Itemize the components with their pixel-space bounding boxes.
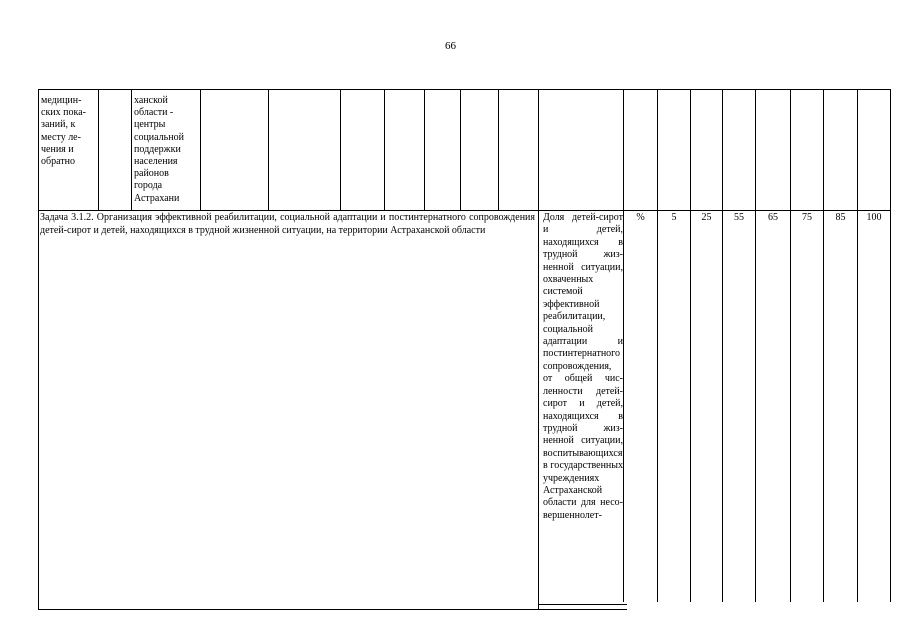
col-line — [498, 89, 499, 211]
table-top-border — [38, 89, 891, 90]
col-line — [340, 89, 341, 211]
col-line — [268, 89, 269, 211]
col-line — [98, 89, 99, 211]
value-cell: 55 — [734, 212, 744, 223]
col-line — [623, 89, 624, 602]
indicator-description: Доля детей-сирот и детей, находящихся в трудной жизненной ситуации, охваченных системой эффективной реабилитации, социальной адаптации и постинтернатного сопровождения, от общей численности детей-сирот и детей, находящихся в трудной жизненной ситуации, воспитывающихся в государственных учреждениях Астраханской области для несовершеннолет- — [543, 212, 623, 521]
col-line — [657, 89, 658, 602]
value-cell: 85 — [835, 212, 846, 223]
value-cell: 5 — [671, 212, 677, 223]
task-description: Задача 3.1.2. Организация эффективной реабилитации, социальной адаптации и постинтернатного сопровождения детей-сирот и детей, находящихся в трудной жизненной ситуации, на территории Астраханской области — [40, 212, 535, 236]
col-line — [200, 89, 201, 211]
col-line — [790, 89, 791, 602]
page-number: 66 — [445, 40, 456, 52]
col-line — [384, 89, 385, 211]
col-line — [722, 89, 723, 602]
continuation-cell-1: медицин- ских пока- заний, к месту ле- чения и обратно — [41, 95, 86, 168]
col-line — [460, 89, 461, 211]
value-cell: 100 — [866, 212, 882, 223]
value-cell: 25 — [701, 212, 712, 223]
col-line — [857, 89, 858, 602]
col-line — [823, 89, 824, 602]
col-line — [131, 89, 132, 211]
col-line — [538, 89, 539, 610]
row-separator — [38, 210, 891, 211]
continuation-cell-3: ханской области - центры социальной поддержки населения районов города Астрахани — [134, 95, 184, 204]
table-left-border — [38, 89, 39, 610]
col-line — [755, 89, 756, 602]
table-right-border — [890, 89, 891, 602]
col-line — [424, 89, 425, 211]
value-cell: 65 — [768, 212, 778, 223]
unit-cell: % — [636, 212, 645, 223]
indicator-bottom-border — [538, 604, 627, 605]
col-line — [690, 89, 691, 602]
value-cell: 75 — [802, 212, 812, 223]
